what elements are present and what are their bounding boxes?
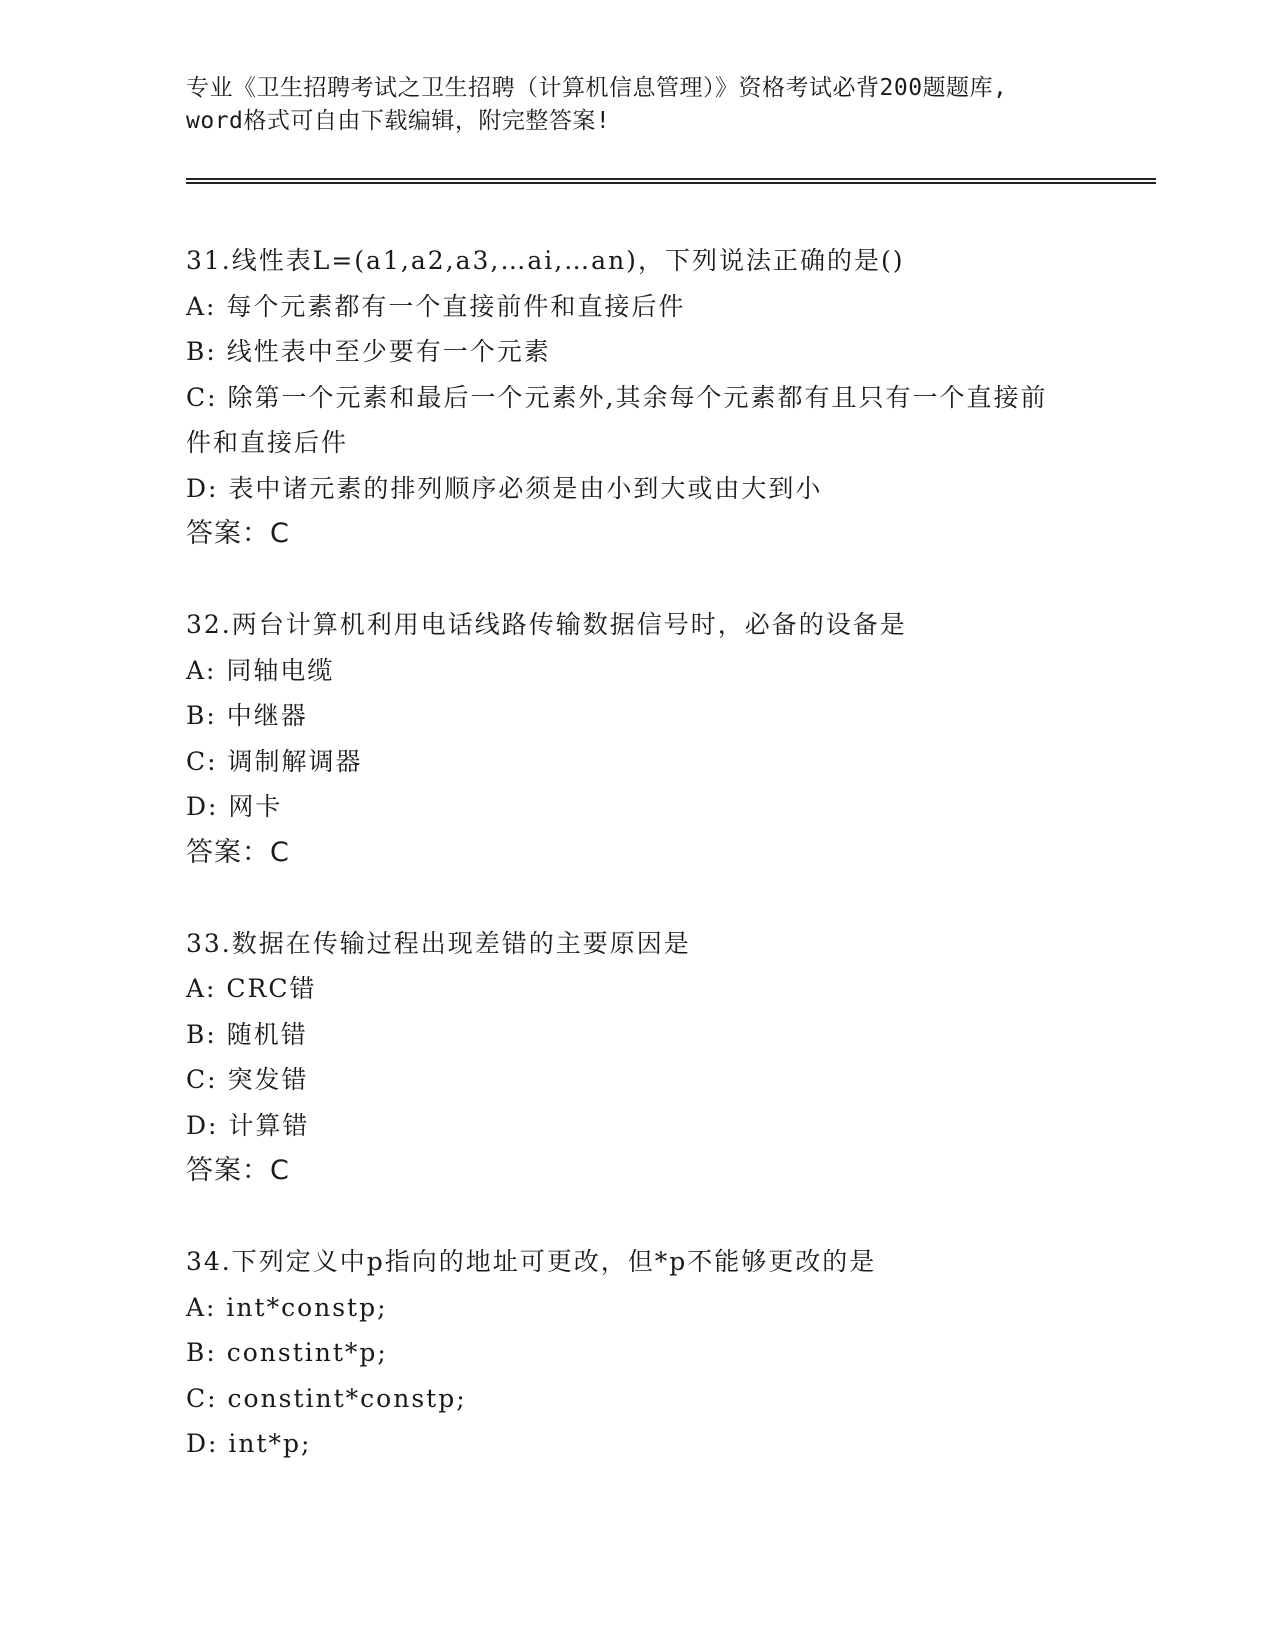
question-stem: 31.线性表L=(a1,a2,a3,…ai,…an)，下列说法正确的是() [186,246,905,275]
option-d: D: 表中诸元素的排列顺序必须是由小到大或由大到小 [186,473,823,503]
answer-label: 答案：C [186,1155,290,1186]
question-stem: 32.两台计算机利用电话线路传输数据信号时，必备的设备是 [186,610,907,639]
document-page [186,72,1156,1513]
header-line-2: word格式可自由下载编辑，附完整答案! [186,108,611,134]
question-31 [186,238,1156,556]
option-d: D: 网卡 [186,792,283,821]
option-c: C: constint*constp; [186,1383,467,1413]
option-b: B: 随机错 [186,1019,308,1049]
header-line-1: 专业《卫生招聘考试之卫生招聘（计算机信息管理）》资格考试必背200题题库, [186,75,1008,101]
option-b: B: 线性表中至少要有一个元素 [186,337,551,366]
option-b: B: 中继器 [186,701,308,730]
document-header [186,72,1156,138]
question-stem: 34.下列定义中p指向的地址可更改，但*p不能够更改的是 [186,1247,877,1276]
option-d: D: int*p; [186,1429,312,1458]
option-c: C: 调制解调器 [186,746,363,776]
option-a: A: CRC错 [186,974,317,1003]
question-33 [186,921,1156,1194]
answer-label: 答案：C [186,518,290,549]
header-divider [186,178,1156,184]
option-d: D: 计算错 [186,1110,310,1140]
option-c: C: 除第一个元素和最后一个元素外,其余每个元素都有且只有一个直接前件和直接后件 [186,382,1048,457]
question-list [186,238,1156,1467]
answer-label: 答案：C [186,836,290,868]
option-a: A: 每个元素都有一个直接前件和直接后件 [186,291,686,321]
option-a: A: 同轴电缆 [186,655,335,685]
question-32 [186,602,1156,875]
option-c: C: 突发错 [186,1065,309,1094]
question-34 [186,1239,1156,1467]
option-b: B: constint*p; [186,1338,388,1367]
option-a: A: int*constp; [186,1292,388,1322]
question-stem: 33.数据在传输过程出现差错的主要原因是 [186,928,691,958]
